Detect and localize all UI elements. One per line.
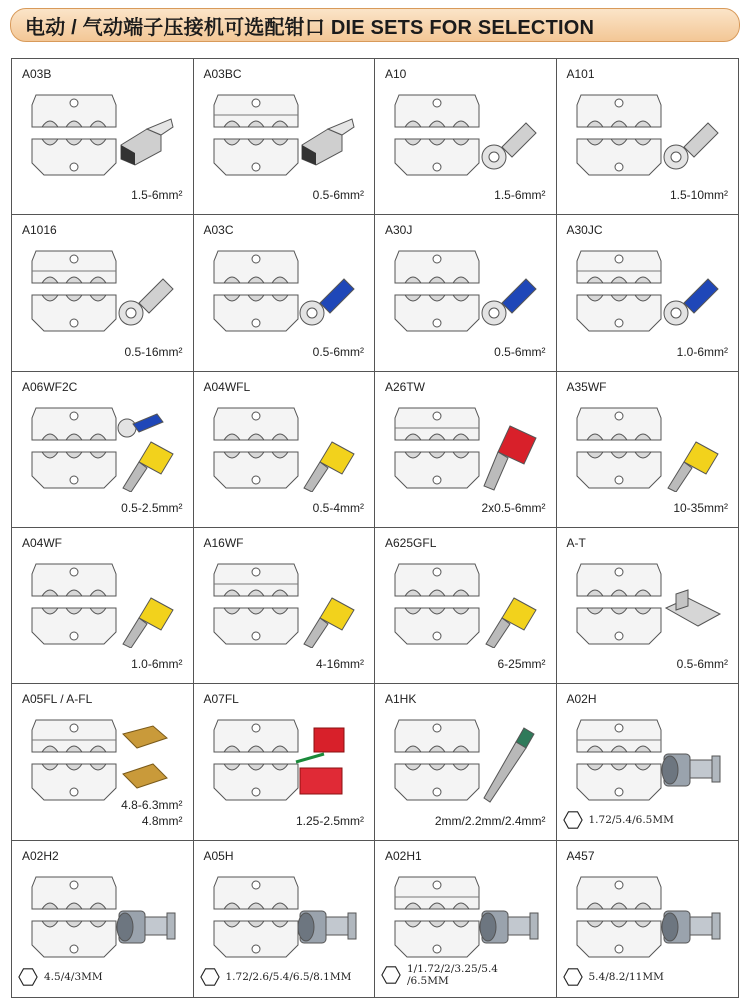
- die-jaw-illustration: [206, 867, 306, 967]
- crimp-size-range-cont: /6.5MM: [407, 974, 449, 987]
- die-code: A-T: [566, 535, 586, 550]
- terminal-image: [658, 99, 724, 179]
- die-code: A35WF: [566, 379, 607, 394]
- die-jaw-illustration: [387, 867, 487, 967]
- die-jaw-illustration: [387, 710, 487, 810]
- terminal-image: [113, 568, 179, 648]
- die-set-card: [375, 684, 557, 840]
- die-jaw-illustration: [24, 85, 124, 185]
- crimp-size-range: 10-35mm²: [673, 500, 728, 515]
- hex-size-note: [381, 963, 498, 987]
- die-jaw-illustration: [387, 241, 487, 341]
- die-image: [387, 398, 487, 498]
- die-jaw-illustration: [24, 867, 124, 967]
- page-title: 电动 / 气动端子压接机可选配钳口 DIE SETS FOR SELECTION: [25, 16, 595, 39]
- terminal-image: [294, 724, 360, 804]
- die-jaw-illustration: [206, 85, 306, 185]
- twin-terminal-icon: [476, 412, 542, 492]
- die-image: [569, 398, 669, 498]
- ring-blue-terminal-icon: [294, 255, 360, 335]
- die-image: [387, 241, 487, 341]
- crimp-size-range: 0.5-16mm²: [124, 344, 183, 359]
- hexagon-icon: [200, 967, 220, 987]
- bnc-terminal-icon: [113, 881, 179, 961]
- die-code: A06WF2C: [22, 379, 78, 394]
- terminal-image: [113, 724, 179, 804]
- die-set-card: [194, 59, 376, 215]
- crimp-size-range: 2x0.5-6mm²: [481, 500, 546, 515]
- die-jaw-illustration: [569, 710, 669, 810]
- bnc-terminal-icon: [658, 724, 724, 804]
- terminal-image: [294, 412, 360, 492]
- ferrule-terminal-icon: [294, 568, 360, 648]
- terminal-image: [476, 99, 542, 179]
- die-set-card: [375, 215, 557, 371]
- crimp-size-range: 1.72/2.6/5.4/6.5/8.1MM: [225, 970, 352, 983]
- ring-terminal-icon: [113, 255, 179, 335]
- die-jaw-illustration: [569, 554, 669, 654]
- die-jaw-illustration: [387, 398, 487, 498]
- die-jaw-illustration: [206, 241, 306, 341]
- crimp-size-range: 1.0-6mm²: [131, 657, 183, 672]
- die-image: [569, 241, 669, 341]
- flag-terminal-icon: [113, 99, 179, 179]
- die-jaw-illustration: [387, 85, 487, 185]
- die-code: A625GFL: [385, 535, 437, 550]
- die-code: A05FL / A-FL: [22, 692, 93, 707]
- die-set-card: [375, 372, 557, 528]
- crimp-size-range: 1.72/5.4/6.5MM: [588, 813, 674, 826]
- bnc-terminal-icon: [658, 881, 724, 961]
- crimp-size-range: 0.5-2.5mm²: [121, 500, 183, 515]
- bnc-terminal-icon: [294, 881, 360, 961]
- die-set-card: [375, 841, 557, 997]
- plate-terminal-icon: [658, 568, 724, 648]
- die-code: A02H1: [385, 848, 422, 863]
- die-image: [387, 554, 487, 654]
- terminal-image: [294, 568, 360, 648]
- die-image: [24, 867, 124, 967]
- die-set-card: [557, 841, 739, 997]
- terminal-image: [476, 568, 542, 648]
- die-image: [569, 85, 669, 185]
- die-image: [206, 710, 306, 810]
- hex-size-note: [563, 967, 664, 987]
- die-set-card: [194, 841, 376, 997]
- die-set-card: [12, 841, 194, 997]
- die-jaw-illustration: [569, 85, 669, 185]
- hex-size-note: [18, 967, 103, 987]
- crimp-size-range: 2mm/2.2mm/2.4mm²: [434, 813, 546, 828]
- pin-terminal-icon: [476, 724, 542, 804]
- ferrule-terminal-icon: [476, 568, 542, 648]
- terminal-image: [658, 724, 724, 804]
- crimp-size-range: 4.5/4/3MM: [44, 970, 103, 983]
- hexagon-icon: [18, 967, 38, 987]
- crimp-size-range: 6-25mm²: [497, 657, 546, 672]
- die-jaw-illustration: [24, 241, 124, 341]
- crimp-size-range: 1.5-10mm²: [669, 188, 728, 203]
- ferrule-terminal-icon: [294, 412, 360, 492]
- ring-blue-terminal-icon: [476, 255, 542, 335]
- die-set-card: [12, 372, 194, 528]
- die-set-card: [375, 528, 557, 684]
- die-code: A457: [566, 848, 595, 863]
- ferrule-terminal-icon: [113, 568, 179, 648]
- die-set-card: [12, 59, 194, 215]
- die-image: [24, 554, 124, 654]
- crimp-size-range: 0.5-6mm²: [676, 657, 728, 672]
- terminal-image: [113, 881, 179, 961]
- die-code: A30JC: [566, 223, 603, 238]
- die-set-card: [557, 684, 739, 840]
- ring-terminal-icon: [658, 99, 724, 179]
- crimp-size-range: 1.0-6mm²: [676, 344, 728, 359]
- terminal-image: [476, 881, 542, 961]
- hexagon-icon: [563, 810, 583, 830]
- die-code: A26TW: [385, 379, 426, 394]
- die-set-card: [557, 528, 739, 684]
- die-set-card: [194, 528, 376, 684]
- crimp-size-range: 1.25-2.5mm²: [295, 813, 364, 828]
- hexagon-icon: [381, 965, 401, 985]
- bnc-terminal-icon: [476, 881, 542, 961]
- ferrule-terminal-icon: [658, 412, 724, 492]
- die-code: A101: [566, 67, 595, 81]
- die-image: [387, 710, 487, 810]
- die-code: A1HK: [385, 692, 417, 707]
- crimp-size-range: 1/1.72/2/3.25/5.4: [407, 962, 498, 975]
- die-jaw-illustration: [24, 710, 124, 810]
- die-image: [24, 398, 124, 498]
- die-set-card: [12, 528, 194, 684]
- die-code: A07FL: [203, 692, 239, 707]
- crimp-size-range: 0.5-6mm²: [494, 344, 546, 359]
- die-code: A16WF: [203, 535, 244, 550]
- die-jaw-illustration: [206, 398, 306, 498]
- die-set-card: [12, 684, 194, 840]
- hexagon-icon: [563, 967, 583, 987]
- terminal-image: [658, 412, 724, 492]
- crimp-size-range: 1.5-6mm²: [131, 188, 183, 203]
- die-image: [206, 85, 306, 185]
- die-jaw-illustration: [206, 710, 306, 810]
- die-image: [569, 554, 669, 654]
- terminal-image: [113, 412, 179, 492]
- crimp-size-range: 1.5-6mm²: [494, 188, 546, 203]
- die-set-card: [375, 59, 557, 215]
- die-image: [206, 241, 306, 341]
- die-image: [569, 867, 669, 967]
- die-image: [569, 710, 669, 810]
- die-code: A30J: [385, 223, 413, 238]
- terminal-image: [294, 99, 360, 179]
- die-code: A1016: [22, 223, 57, 238]
- die-jaw-illustration: [24, 398, 124, 498]
- crimp-size-range: 4.8mm²: [141, 813, 183, 828]
- die-jaw-illustration: [569, 241, 669, 341]
- die-image: [24, 85, 124, 185]
- header-banner: [10, 8, 740, 42]
- terminal-image: [113, 99, 179, 179]
- ring-blue-terminal-icon: [658, 255, 724, 335]
- die-set-card: [194, 372, 376, 528]
- crimp-size-range: 0.5-6mm²: [312, 188, 364, 203]
- crimp-size-range: 0.5-4mm²: [312, 500, 364, 515]
- die-image: [387, 867, 487, 967]
- hex-size-note: [200, 967, 352, 987]
- die-code: A03B: [22, 67, 52, 81]
- die-image: [206, 554, 306, 654]
- die-code: A02H2: [22, 848, 59, 863]
- crimp-size-range-alt: 4.8-6.3mm²: [121, 797, 183, 812]
- die-set-card: [557, 215, 739, 371]
- die-jaw-illustration: [387, 554, 487, 654]
- die-set-grid: [11, 58, 739, 998]
- die-code: A05H: [203, 848, 234, 863]
- die-image: [387, 85, 487, 185]
- crimp-size-range: 5.4/8.2/11MM: [588, 970, 664, 983]
- terminal-image: [294, 255, 360, 335]
- terminal-image: [658, 255, 724, 335]
- terminal-image: [476, 412, 542, 492]
- die-code: A04WFL: [203, 379, 251, 394]
- terminal-image: [113, 255, 179, 335]
- die-code: A10: [385, 67, 407, 81]
- crimp-size-range: 4-16mm²: [315, 657, 364, 672]
- terminal-image: [476, 724, 542, 804]
- die-code: A02H: [566, 692, 597, 707]
- die-set-card: [194, 215, 376, 371]
- die-set-card: [557, 372, 739, 528]
- ring-terminal-icon: [476, 99, 542, 179]
- flag-terminal-icon: [294, 99, 360, 179]
- die-image: [24, 710, 124, 810]
- die-jaw-illustration: [24, 554, 124, 654]
- die-set-card: [557, 59, 739, 215]
- die-image: [24, 241, 124, 341]
- die-set-card: [194, 684, 376, 840]
- die-code: A03BC: [203, 67, 242, 81]
- die-image: [206, 398, 306, 498]
- die-jaw-illustration: [569, 398, 669, 498]
- die-set-card: [12, 215, 194, 371]
- brass-terminal-icon: [113, 724, 179, 804]
- red-terminal-icon: [294, 724, 360, 804]
- die-code: A03C: [203, 223, 234, 238]
- terminal-image: [476, 255, 542, 335]
- die-image: [206, 867, 306, 967]
- die-jaw-illustration: [206, 554, 306, 654]
- crimp-size-range: 0.5-6mm²: [312, 344, 364, 359]
- ferrule-ring-terminal-icon: [113, 412, 179, 492]
- terminal-image: [658, 568, 724, 648]
- die-jaw-illustration: [569, 867, 669, 967]
- terminal-image: [658, 881, 724, 961]
- hex-size-note: [563, 810, 674, 830]
- die-code: A04WF: [22, 535, 63, 550]
- terminal-image: [294, 881, 360, 961]
